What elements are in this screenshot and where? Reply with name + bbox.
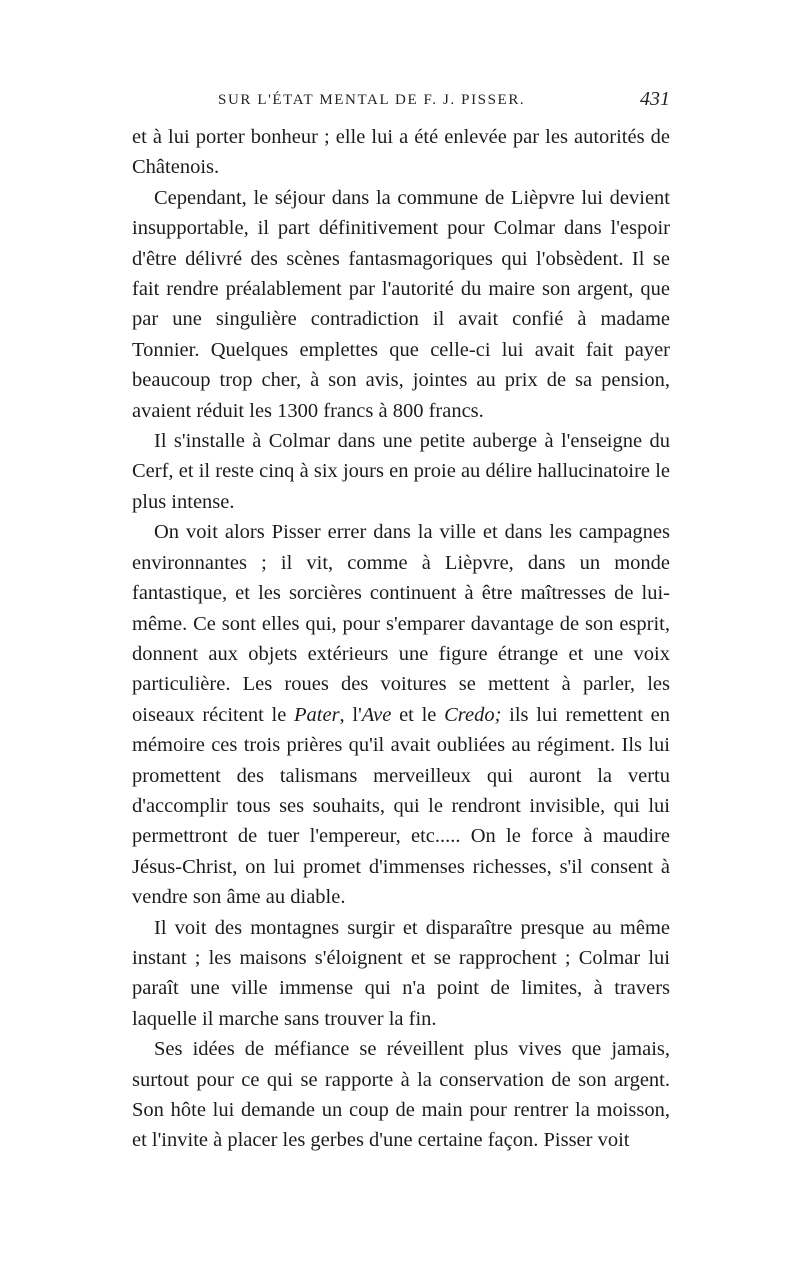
paragraph-auberge-du-cerf: Il s'installe à Colmar dans une petite auberge à l'enseigne du Cerf, et il reste cinq à six jours en proie au délire hallucinatoire le plus intense. <box>132 430 670 513</box>
paragraph-departure-colmar: Cependant, le séjour dans la commune de Lièpvre lui devient insupportable, il part définitivement pour Colmar dans l'espoir d'être délivré des scènes fantasmagoriques qui l'obsèdent. Il se fait rendre préalablement par l'autorité du maire son argent, que par une singulière contradiction il avait confié à madame Tonnier. Quelques emplettes que celle-ci lui avait fait payer beaucoup trop cher, à son avis, jointes au prix de sa pension, avaient réduit les 1300 francs à 800 francs. <box>132 186 670 422</box>
paragraph-hallucinations <box>132 517 670 912</box>
paragraph-mefiance: Ses idées de méfiance se réveillent plus vives que jamais, surtout pour ce qui se rapporte à la conservation de son argent. Son hôte lui demande un coup de main pour rentrer la moisson, et l'invite à placer les gerbes d'une certaine façon. Pisser voit <box>132 1038 670 1152</box>
running-title: SUR L'ÉTAT MENTAL DE F. J. PISSER. <box>218 92 526 108</box>
italic-pater: Pater <box>294 703 340 726</box>
page-header <box>132 88 672 118</box>
italic-ave: Ave <box>361 703 392 726</box>
paragraph-text: ils lui remettent en mémoire ces trois prières qu'il avait oubliées au régiment. Ils lui promettent des talismans merveilleux qui auront la vertu d'accomplir tous ses souhaits, qui le rendront invisible, qui lui permettront de tuer l'empereur, etc..... On le force à maudire Jésus-Christ, on lui promet d'immenses richesses, s'il consent à vendre son âme au diable. <box>132 703 671 909</box>
paragraph-continuation: et à lui porter bonheur ; elle lui a été enlevée par les autorités de Châtenois. <box>132 126 670 179</box>
body-text <box>132 122 670 1156</box>
italic-credo: Credo; <box>444 703 502 726</box>
paragraph-text: On voit alors Pisser errer dans la ville et dans les campagnes environnantes ; il vit, comme à Lièpvre, dans un monde fantastique, et les sorcières continuent à être maîtresses de lui-même. Ce sont elles qui, pour s'emparer davantage de son esprit, donnent aux objets extérieurs une figure étrange et une voix particulière. Les roues des voitures se mettent à parler, les oiseaux récitent le <box>132 521 670 726</box>
paragraph-montagnes: Il voit des montagnes surgir et disparaître presque au même instant ; les maisons s'éloignent et se rapprochent ; Colmar lui paraît une ville immense qui n'a point de limites, à travers laquelle il marche sans trouver la fin. <box>132 916 670 1030</box>
page-number: 431 <box>640 88 670 110</box>
paragraph-text: et le <box>391 703 445 726</box>
paragraph-text: , l' <box>339 703 362 726</box>
